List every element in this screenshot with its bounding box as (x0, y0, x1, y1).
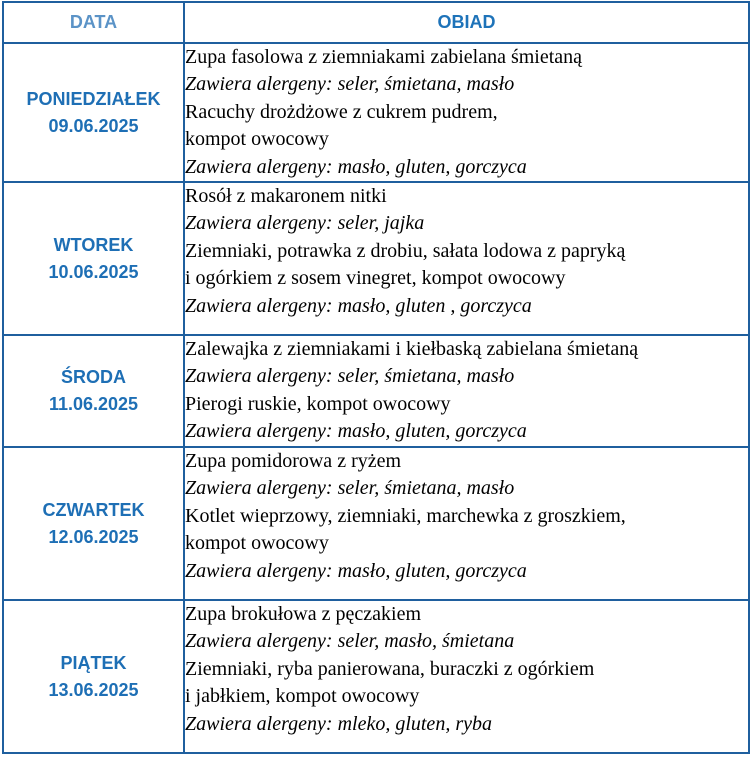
day-date: 12.06.2025 (48, 526, 139, 547)
allergen-line: Zawiera alergeny: masło, gluten, gorczyca (185, 559, 527, 582)
main-course-line: Ziemniaki, ryba panierowana, buraczki z ogórkiem (185, 657, 595, 680)
day-date: 13.06.2025 (48, 679, 139, 700)
day-cell (3, 600, 184, 753)
lunch-menu-table (2, 1, 750, 754)
soup-line: Zalewajka z ziemniakami i kiełbaską zabielana śmietaną (185, 338, 639, 361)
allergen-line: Zawiera alergeny: mleko, gluten, ryba (185, 712, 492, 735)
day-name: PIĄTEK (60, 652, 127, 673)
main-course-line: i ogórkiem z sosem vinegret, kompot owocowy (185, 267, 566, 290)
soup-line: Zupa brokułowa z pęczakiem (185, 603, 422, 626)
allergen-line: Zawiera alergeny: seler, masło, śmietana (185, 630, 515, 653)
soup-line: Rosół z makaronem nitki (185, 185, 387, 208)
day-name: PONIEDZIAŁEK (26, 88, 161, 109)
allergen-line: Zawiera alergeny: masło, gluten , gorczyca (185, 294, 532, 317)
allergen-line: Zawiera alergeny: seler, jajka (185, 212, 425, 235)
main-course-line: kompot owocowy (185, 128, 329, 151)
day-cell (3, 335, 184, 447)
table-row (3, 43, 749, 182)
main-course-line: Racuchy drożdżowe z cukrem pudrem, (185, 100, 498, 123)
main-course-line: kompot owocowy (185, 532, 329, 555)
day-name: WTOREK (53, 234, 134, 255)
day-date: 10.06.2025 (48, 261, 139, 282)
meal-cell (184, 335, 749, 447)
meal-cell (184, 447, 749, 600)
table-row (3, 600, 749, 753)
soup-line: Zupa fasolowa z ziemniakami zabielana śmietaną (185, 46, 583, 68)
table-row (3, 182, 749, 335)
meal-cell (184, 43, 749, 182)
main-course-line: Ziemniaki, potrawka z drobiu, sałata lodowa z papryką (185, 239, 626, 262)
main-course-line: i jabłkiem, kompot owocowy (185, 685, 420, 708)
main-course-line: Kotlet wieprzowy, ziemniaki, marchewka z groszkiem, (185, 504, 626, 527)
day-name: ŚRODA (60, 367, 126, 388)
allergen-line: Zawiera alergeny: masło, gluten, gorczyca (185, 155, 527, 178)
table-row (3, 335, 749, 447)
table-row (3, 447, 749, 600)
header-row (3, 2, 749, 43)
meal-cell (184, 182, 749, 335)
meal-cell (184, 600, 749, 753)
allergen-line: Zawiera alergeny: masło, gluten, gorczyca (185, 420, 527, 443)
day-cell (3, 43, 184, 182)
allergen-line: Zawiera alergeny: seler, śmietana, masło (185, 365, 515, 388)
day-date: 09.06.2025 (48, 115, 139, 136)
day-cell (3, 182, 184, 335)
date-column-header: DATA (3, 2, 184, 43)
main-course-line: Pierogi ruskie, kompot owocowy (185, 392, 451, 415)
allergen-line: Zawiera alergeny: seler, śmietana, masło (185, 477, 515, 500)
day-cell (3, 447, 184, 600)
soup-line: Zupa pomidorowa z ryżem (185, 450, 402, 473)
allergen-line: Zawiera alergeny: seler, śmietana, masło (185, 73, 515, 96)
lunch-column-header: OBIAD (184, 2, 749, 43)
day-name: CZWARTEK (42, 499, 145, 520)
day-date: 11.06.2025 (48, 394, 139, 415)
